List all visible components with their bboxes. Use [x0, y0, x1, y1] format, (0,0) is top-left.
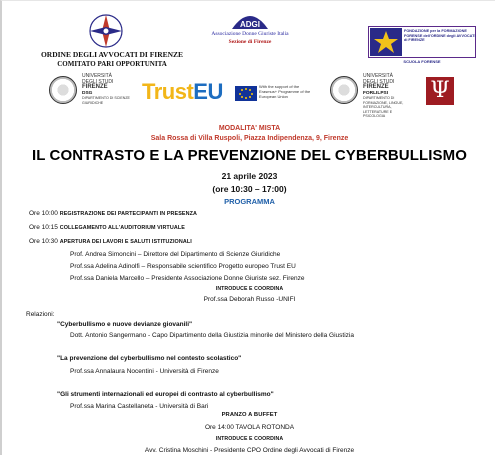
talk-1-title: "Cyberbullismo e nuove devianze giovanili" — [57, 321, 193, 328]
event-date: 21 aprile 2023 — [221, 171, 278, 181]
adgi-logo-icon — [230, 9, 270, 31]
moderator-label: INTRODUCE E COORDINA — [215, 286, 284, 292]
round-table-moderator-name: Avv. Cristina Moschini - Presidente CPO Ordine degli Avvocati di Firenze — [144, 447, 355, 454]
event-time: (ore 10:30 – 17:00) — [212, 184, 287, 194]
event-title: IL CONTRASTO E LA PREVENZIONE DEL CYBERBULLISMO — [31, 147, 467, 164]
row-activity: REGISTRAZIONE DEI PARTECIPANTI IN PRESENZA — [59, 211, 198, 217]
fondazione-name: FONDAZIONE per la FORMAZIONE FORENSE dell'ORDINE degli AVVOCATI di FIRENZE — [404, 29, 476, 43]
talk-3-speaker: Prof.ssa Marina Castellaneta - Università di Bari — [70, 403, 209, 410]
talk-3-title: "Gli strumenti internazionali ed europei di contrasto al cyberbullismo" — [57, 391, 274, 398]
unifi-line3: FIRENZE — [363, 84, 389, 91]
row-time: Ore 10:30 — [29, 238, 58, 245]
unifi-dept: DSG — [82, 90, 93, 96]
unifi-dsg-logo — [82, 74, 130, 105]
trusteu-eu: EU — [193, 79, 223, 104]
trusteu-logo — [142, 79, 223, 105]
star-emblem-icon — [370, 28, 402, 56]
adgi-logo-text: ADGI — [240, 20, 260, 29]
lunch-break: PRANZO A BUFFET — [221, 412, 278, 418]
row-time: Ore 10:15 — [29, 224, 58, 231]
eu-flag-icon — [235, 86, 257, 101]
talks-label: Relazioni: — [26, 311, 55, 318]
scuola-forense-label: SCUOLA FORENSE — [403, 59, 441, 64]
greeting-simoncini: Prof. Andrea Simoncini – Direttore del Dipartimento di Scienze Giuridiche — [70, 251, 281, 258]
program-row-opening — [29, 238, 192, 245]
program-row-registration — [29, 210, 197, 217]
talk-2-title: "La prevenzione del cyberbullismo nel contesto scolastico" — [57, 355, 242, 362]
unifi-line1: UNIVERSITÀ — [363, 73, 394, 79]
round-table-time: Ore 14:00 TAVOLA ROTONDA — [204, 424, 295, 431]
unifi-forlilpsi-logo — [363, 74, 411, 118]
round-table-moderator-label: INTRODUCE E COORDINA — [215, 436, 284, 442]
unifi-dept-full: DIPARTIMENTO DI SCIENZE GIURIDICHE — [82, 96, 130, 105]
talk-2-speaker: Prof.ssa Annalaura Nocentini - Università di Firenze — [70, 368, 219, 375]
program-row-connection — [29, 224, 185, 231]
ordine-avvocati-emblem-icon — [76, 11, 136, 51]
unifi-line2: DEGLI STUDI — [363, 78, 395, 85]
adgi-section: Sezione di Firenze — [228, 39, 272, 45]
event-venue: Sala Rossa di Villa Ruspoli, Piazza Indipendenza, 9, Firenze — [150, 135, 349, 142]
row-time: Ore 10:00 — [29, 210, 58, 217]
unifi-seal-icon — [330, 76, 358, 104]
row-activity: COLLEGAMENTO ALL'AUDITORIUM VIRTUALE — [59, 225, 185, 231]
row-activity: APERTURA DEI LAVORI E SALUTI ISTITUZIONALI — [59, 239, 192, 245]
greeting-adinolfi: Prof.ssa Adelina Adinolfi – Responsabile scientifico Progetto europeo Trust EU — [70, 263, 296, 270]
unifi-dept: FORLILPSI — [363, 90, 389, 96]
program-heading: PROGRAMMA — [224, 197, 275, 206]
event-mode: MODALITA' MISTA — [218, 125, 281, 132]
trusteu-trust: Trust — [142, 79, 194, 104]
unifi-dept-full: DIPARTIMENTO DI FORMAZIONE, LINGUE, INTERCULTURA, LETTERATURE E PSICOLOGIA — [363, 96, 404, 118]
unifi-line2: DEGLI STUDI — [82, 78, 114, 85]
moderator-name: Prof.ssa Deborah Russo -UNIFI — [203, 296, 296, 303]
erasmus-support-note: With the support of the Erasmus+ Programme of the European Union — [259, 84, 311, 99]
talk-1-speaker: Dott. Antonio Sangermano - Capo Dipartimento della Giustizia minorile del Ministero della Giustizia — [70, 332, 354, 339]
unifi-line3: FIRENZE — [82, 84, 108, 91]
comitato-pari-opportunita: COMITATO PARI OPPORTUNITA — [57, 60, 167, 68]
unifi-seal-icon — [49, 76, 77, 104]
adgi-name: Associazione Donne Giuriste Italia — [211, 31, 289, 37]
unifi-line1: UNIVERSITÀ — [82, 73, 113, 79]
ordine-avvocati-name: ORDINE DEGLI AVVOCATI DI FIRENZE — [40, 50, 184, 59]
greeting-marcello: Prof.ssa Daniela Marcello – Presidente Associazione Donne Giuriste sez. Firenze — [70, 275, 305, 282]
psi-logo-icon: Ψ — [426, 77, 454, 105]
